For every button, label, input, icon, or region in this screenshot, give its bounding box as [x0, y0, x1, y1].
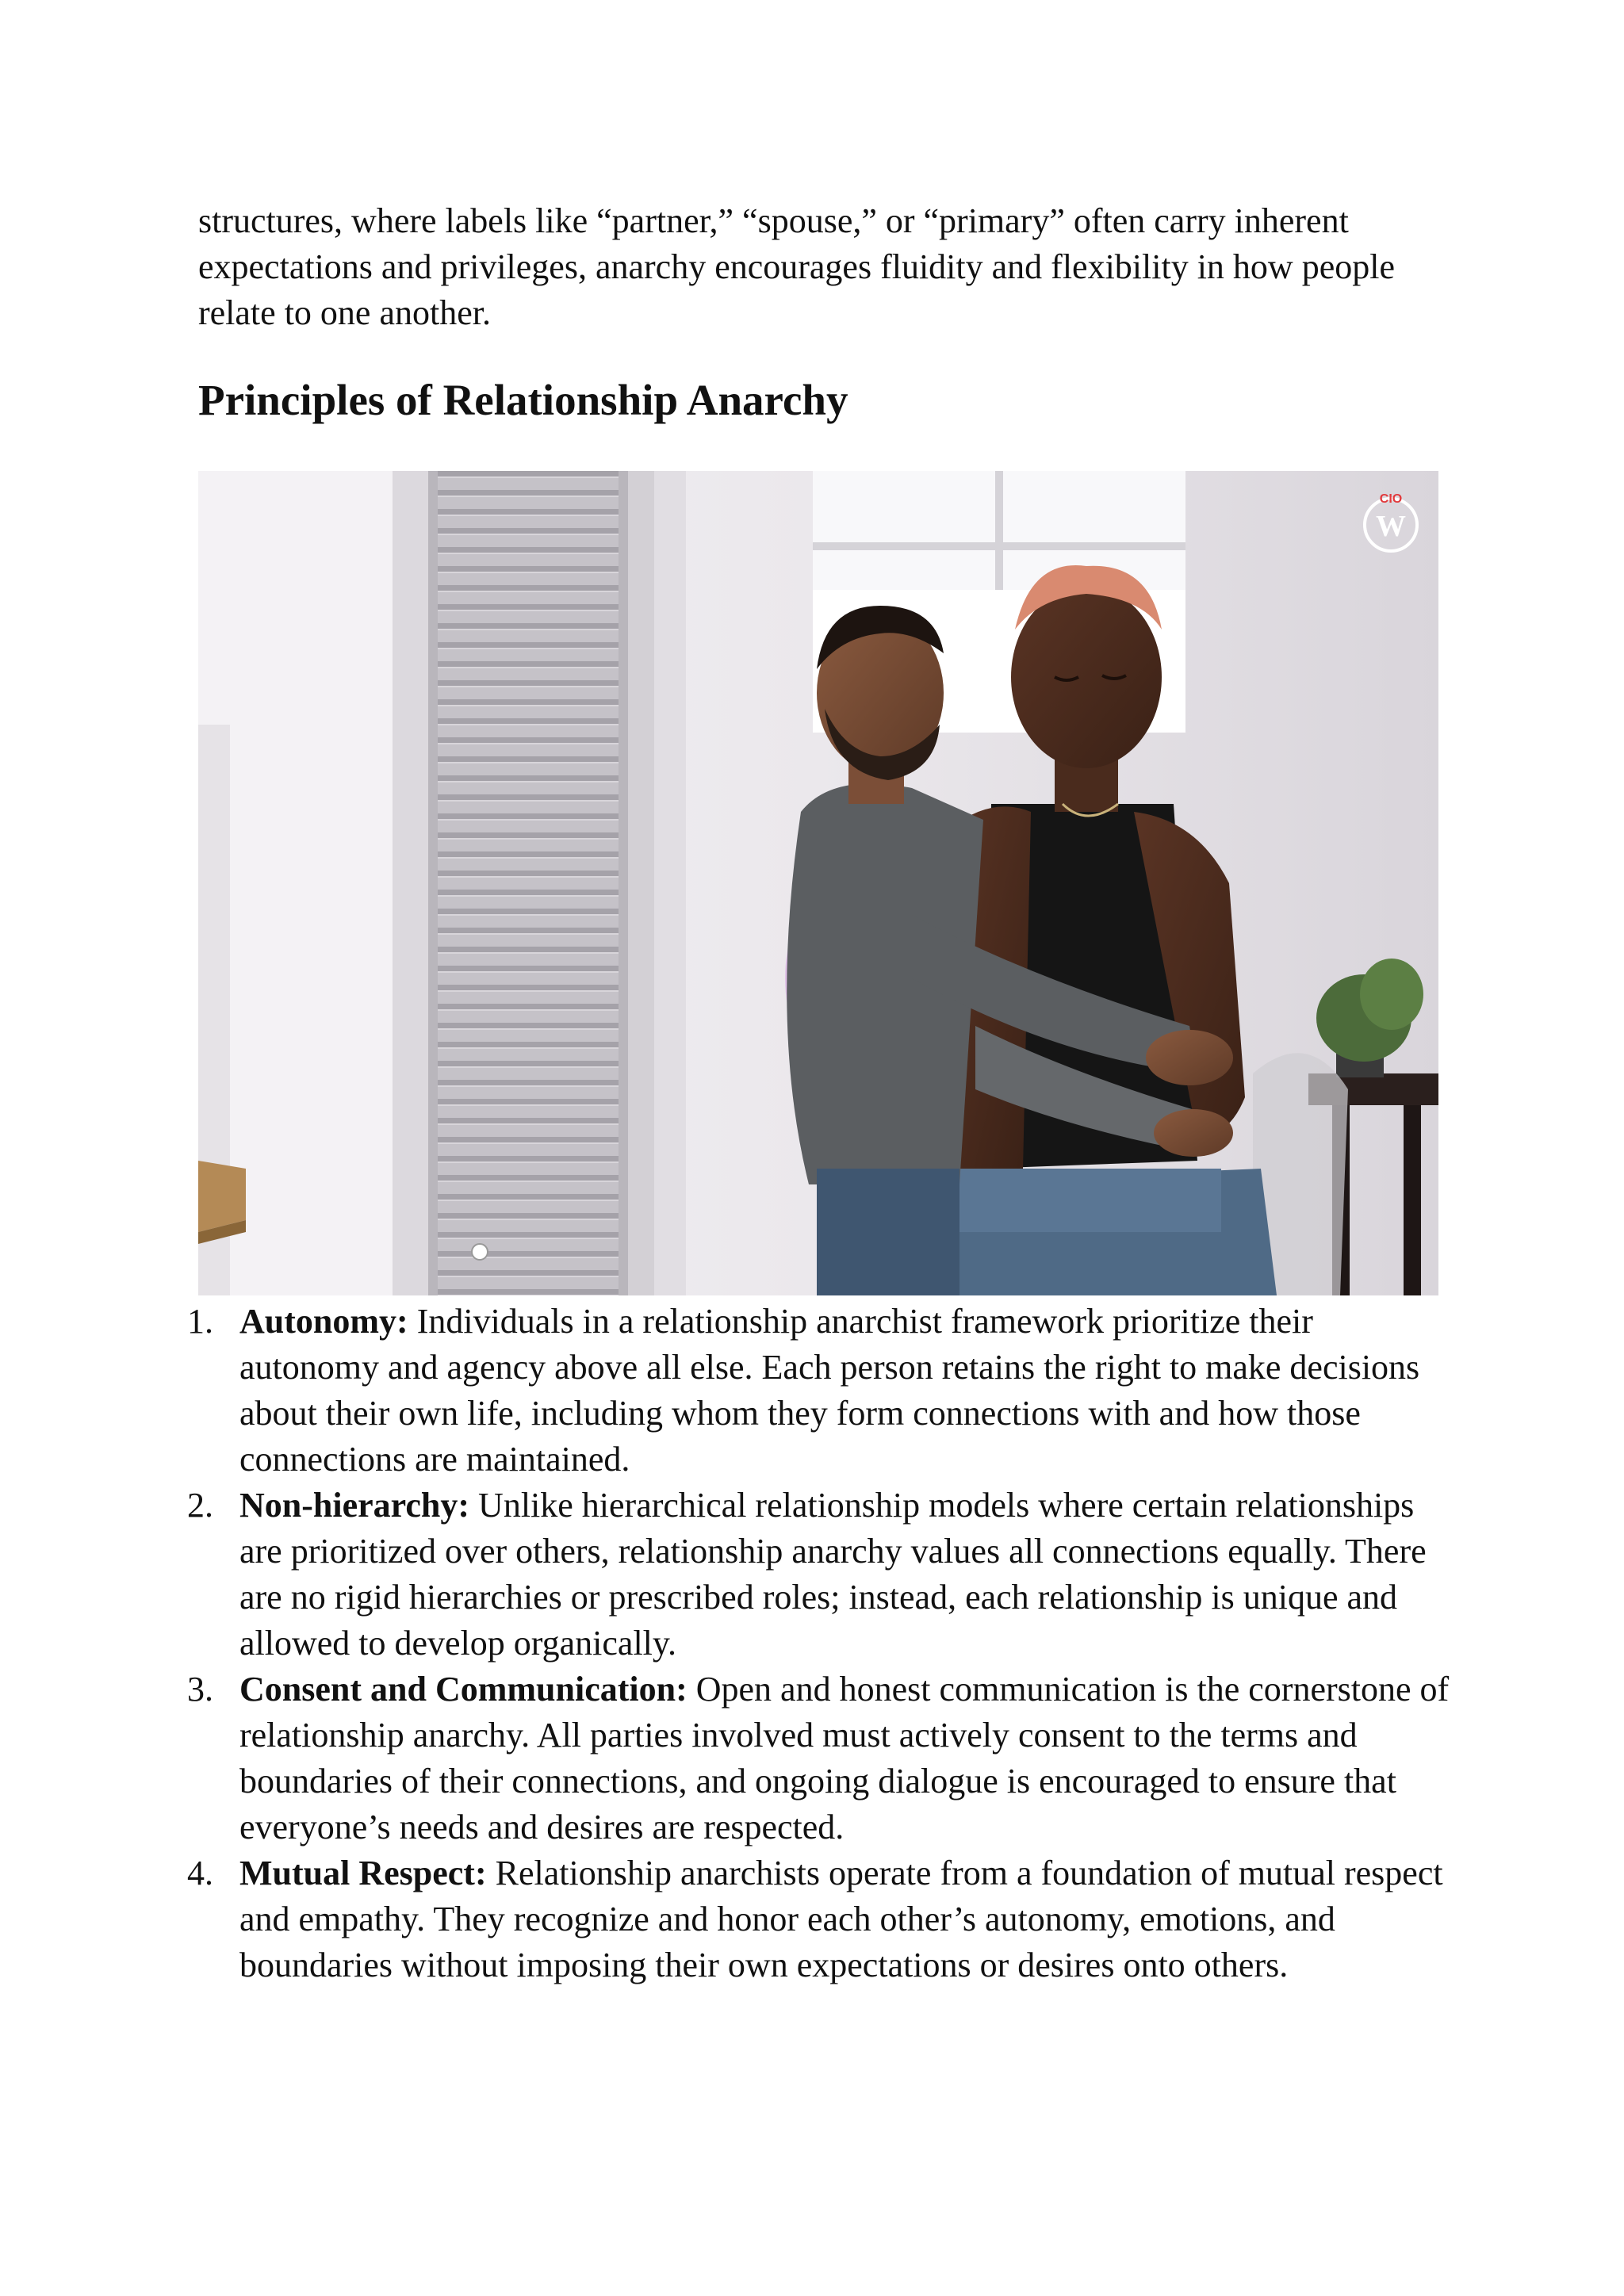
principle-term: Mutual Respect:: [239, 1854, 487, 1892]
principle-item: [187, 1483, 1451, 1667]
principle-number: 1.: [187, 1302, 213, 1341]
principle-number: 2.: [187, 1486, 213, 1525]
louvered-door: [393, 471, 654, 1295]
principle-item: [187, 1850, 1451, 1988]
principle-text: Individuals in a relationship anarchist framework prioritize their autonomy and agency above all else. Each person retains the right to make decisions about their own life, including whom they form connections with and how those connections are maintained.: [239, 1302, 1420, 1479]
principle-item: [187, 1667, 1451, 1850]
watermark-letter: W: [1376, 510, 1406, 543]
principles-list: [187, 1299, 1451, 1988]
watermark-top-text: CIO: [1379, 492, 1403, 506]
principle-number: 4.: [187, 1854, 213, 1892]
principle-item: [187, 1299, 1451, 1483]
principle-term: Non-hierarchy:: [239, 1486, 470, 1525]
principle-text: Open and honest communication is the cornerstone of relationship anarchy. All parties involved must actively consent to the terms and boundaries of their connections, and ongoing dialogue is encouraged to ensure that everyone’s needs and desires are respected.: [239, 1670, 1450, 1846]
principle-term: Autonomy:: [239, 1302, 408, 1341]
section-heading: Principles of Relationship Anarchy: [198, 376, 848, 424]
principle-term: Consent and Communication:: [239, 1670, 688, 1709]
intro-paragraph: structures, where labels like “partner,” “spouse,” or “primary” often carry inherent expectations and privileges, anarchy encourages fluidity and flexibility in how people relate to one another.: [198, 201, 1395, 332]
couple-photo: [198, 471, 1438, 1295]
principle-text: Relationship anarchists operate from a foundation of mutual respect and empathy. They recognize and honor each other’s autonomy, emotions, and boundaries without imposing their own expectations or desires onto others.: [239, 1854, 1443, 1984]
principle-text: Unlike hierarchical relationship models where certain relationships are prioritized over others, relationship anarchy values all connections equally. There are no rigid hierarchies or prescribed roles; instead, each relationship is unique and allowed to develop organically.: [239, 1486, 1427, 1663]
principle-number: 3.: [187, 1670, 213, 1709]
